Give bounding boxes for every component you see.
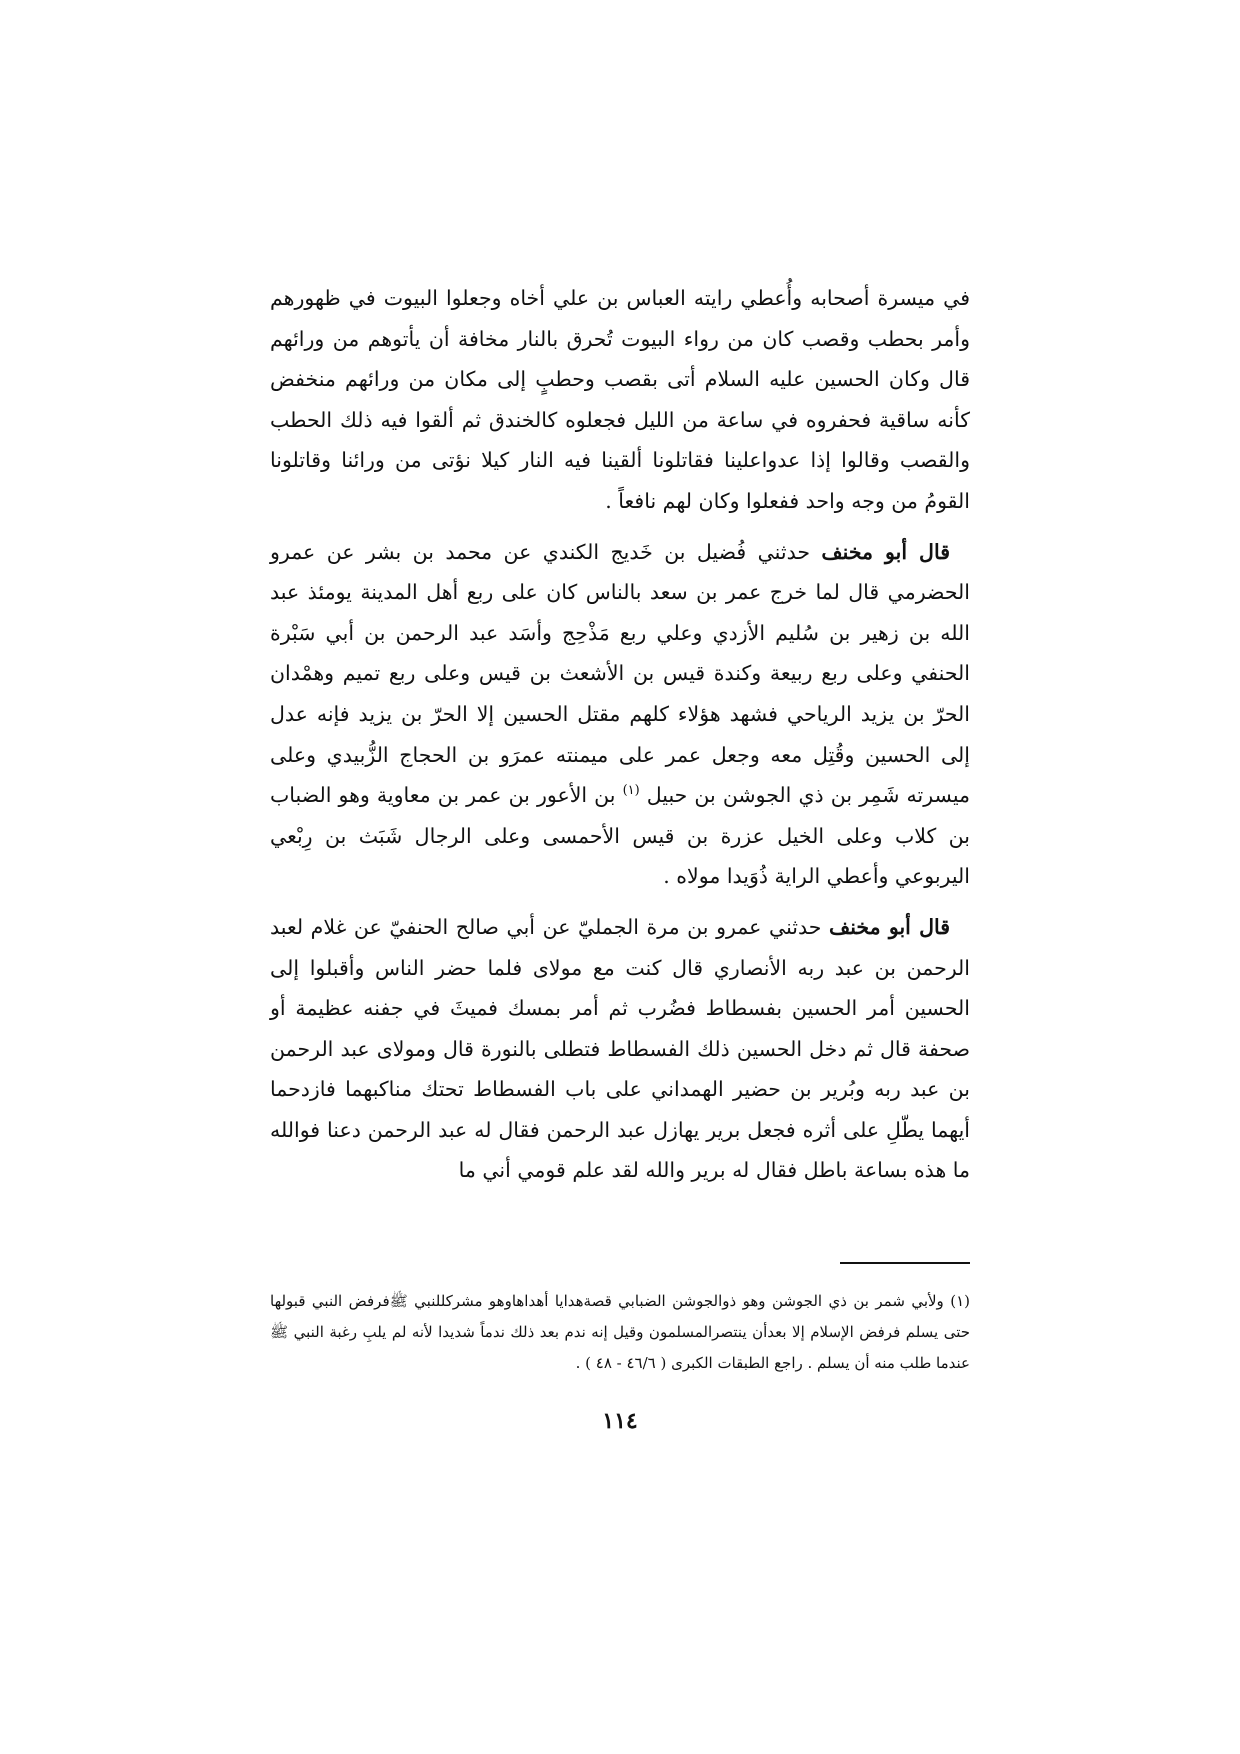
paragraph-2 [270, 532, 970, 897]
paragraph-2-text-continued: بن الأعور بن عمر بن معاوية وهو الضباب بن كلاب وعلى الخيل عزرة بن قيس الأحمسى وعلى الرجال شَبَث بن رِبْعي اليربوعي وأعطي الراية ذُوَيدا مولاه . [270, 783, 970, 889]
paragraph-1 [270, 278, 970, 522]
paragraph-2-text: حدثني فُضيل بن خَديج الكندي عن محمد بن بشر عن عمرو الحضرمي قال لما خرج عمر بن سعد بالناس كان على ربع أهل المدينة يومئذ عبد الله بن زهير بن سُليم الأزدي وعلي ربع مَذْحِج وأسَد عبد الرحمن بن أبي سَبْرة الحنفي وعلى ربع ربيعة وكندة قيس بن الأشعث بن قيس وعلى ربع تميم وهمْدان الحرّ بن يزيد الرياحي فشهد هؤلاء كلهم مقتل الحسين إلا الحرّ بن يزيد فإنه عدل إلى الحسين وقُتِل معه وجعل عمر على ميمنته عمرَو بن الحجاج الزُّبيدي وعلى ميسرته شَمِر بن ذي الجوشن بن حبيل [270, 539, 970, 808]
paragraph-3-text: حدثني عمرو بن مرة الجمليّ عن أبي صالح الحنفيّ عن غلام لعبد الرحمن بن عبد ربه الأنصاري قال كنت مع مولاى فلما حضر الناس وأقبلوا إلى الحسين أمر الحسين بفسطاط فضُرب ثم أمر بمسك فميثَ في جفنه عظيمة أو صحفة قال ثم دخل الحسين ذلك الفسطاط فتطلى بالنورة قال ومولاى عبد الرحمن بن عبد ربه وبُرير بن حضير الهمداني على باب الفسطاط تحتك مناكبهما فازدحما أيهما يطّلِ على أثره فجعل برير يهازل عبد الرحمن فقال له عبد الرحمن دعنا فوالله ما هذه بساعة باطل فقال له برير والله لقد علم قومي أني ما [270, 914, 970, 1183]
footnote-separator [840, 1262, 970, 1264]
paragraph-2-lead: قال أبو مخنف [821, 539, 950, 564]
paragraph-3 [270, 907, 970, 1191]
paragraph-1-text: في ميسرة أصحابه وأُعطي رايته العباس بن علي أخاه وجعلوا البيوت في ظهورهم وأمر بحطب وقصب كان من رواء البيوت تُحرق بالنار مخافة أن يأتوهم من ورائهم قال وكان الحسين عليه السلام أتى بقصب وحطبٍ إلى مكان من ورائهم منخفض كأنه ساقية فحفروه في ساعة من الليل فجعلوه كالخندق ثم ألقوا فيه ذلك الحطب والقصب وقالوا إذا عدواعلينا فقاتلونا ألقينا فيه النار كيلا نؤتى من ورائنا وقاتلونا القومُ من وجه واحد ففعلوا وكان لهم نافعاً . [270, 286, 970, 513]
paragraph-3-lead: قال أبو مخنف [829, 914, 951, 939]
footnote-marker: (١) [622, 783, 640, 799]
body-text [270, 278, 970, 1191]
page-number: ١١٤ [602, 1408, 638, 1434]
footnote: (١) ولأبي شمر بن ذي الجوشن وهو ذوالجوشن الضبابي قصةهدايا أهداهاوهو مشركللنبي ﷺفرفض النبي قبولها حتى يسلم فرفض الإسلام إلا بعدأن ينتصرالمسلمون وقيل إنه ندم بعد ذلك ندماً شديدا لأنه لم يلبِ رغبة النبي ﷺ عندما طلب منه أن يسلم . راجع الطبقات الكبرى ( ٤٦/٦ - ٤٨ ) . [270, 1292, 970, 1372]
